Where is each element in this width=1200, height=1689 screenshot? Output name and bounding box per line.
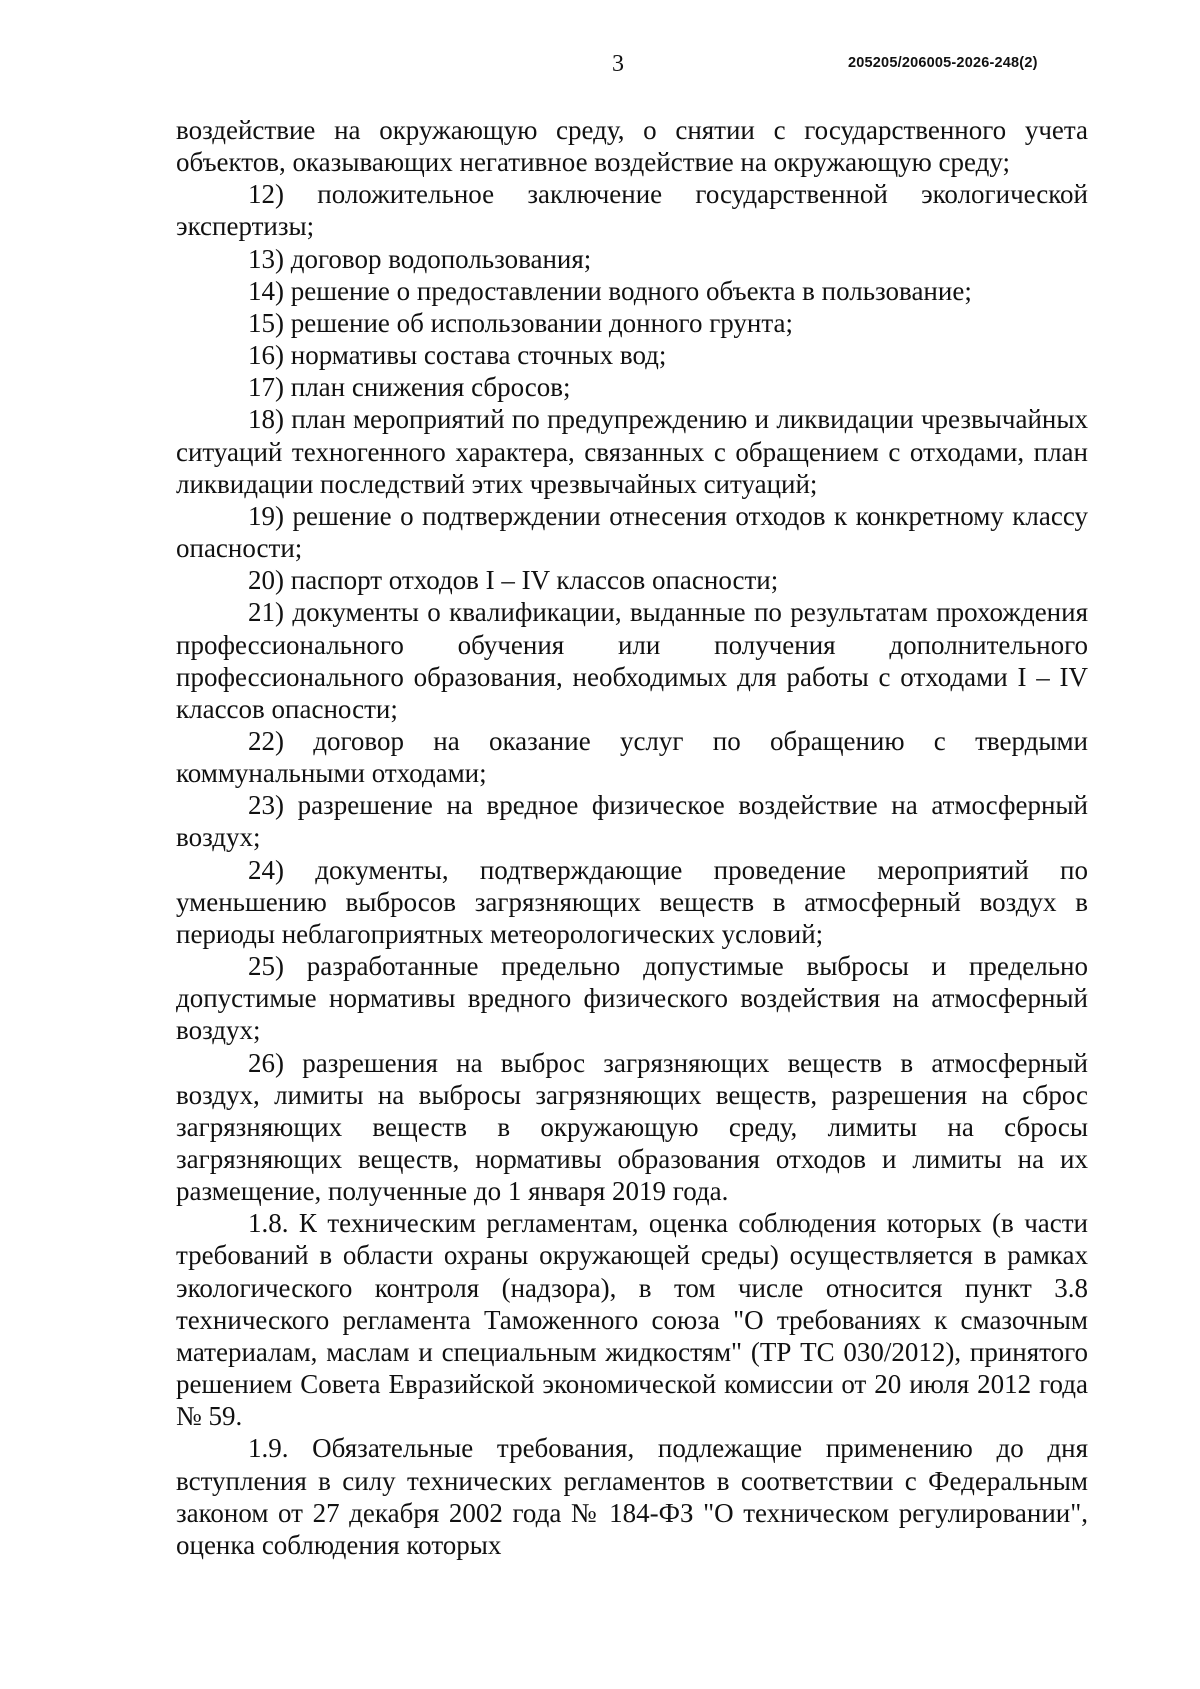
list-item-17: 17) план снижения сбросов; <box>248 372 571 403</box>
list-item-13: 13) договор водопользования; <box>248 243 592 274</box>
document-code: 205205/206005-2026-248(2) <box>848 55 1038 71</box>
paragraph-continuation: воздействие на окружающую среду, о снятии с государственного учета объектов, оказывающих негативное воздействие на окружающую среду; <box>176 115 1088 178</box>
list-item-18: 18) план мероприятий по предупреждению и ликвидации чрезвычайных ситуаций техногенного характера, связанных с обращением с отходами, план ликвидации последствий этих чрезвычайных ситуаций; <box>176 404 1088 499</box>
list-item-20: 20) паспорт отходов I – IV классов опасности; <box>248 565 779 596</box>
list-item-21: 21) документы о квалификации, выданные по результатам прохождения профессионального обучения или получения дополнительного профессионального образования, необходимых для работы с отходами I – IV классов опасности; <box>176 597 1088 724</box>
section-1-9: 1.9. Обязательные требования, подлежащие применению до дня вступления в силу технических регламентов в соответствии с Федеральным законом от 27 декабря 2002 года № 184-ФЗ "О техническом регулировании", оценка соблюдения которых <box>176 1433 1088 1560</box>
list-item-25: 25) разработанные предельно допустимые выбросы и предельно допустимые нормативы вредного физического воздействия на атмосферный воздух; <box>176 951 1088 1046</box>
list-item-26: 26) разрешения на выброс загрязняющих веществ в атмосферный воздух, лимиты на выбросы загрязняющих веществ, разрешения на сброс загрязняющих веществ в окружающую среду, лимиты на сбросы загрязняющих веществ, нормативы образования отходов и лимиты на их размещение, полученные до 1 января 2019 года. <box>176 1047 1088 1207</box>
document-body <box>176 114 1088 1561</box>
list-item-23: 23) разрешение на вредное физическое воздействие на атмосферный воздух; <box>176 790 1088 853</box>
list-item-14: 14) решение о предоставлении водного объекта в пользование; <box>248 275 972 306</box>
section-1-8: 1.8. К техническим регламентам, оценка соблюдения которых (в части требований в области охраны окружающей среды) осуществляется в рамках экологического контроля (надзора), в том числе относится пункт 3.8 технического регламента Таможенного союза "О требованиях к смазочным материалам, маслам и специальным жидкостям" (ТР ТС 030/2012), принятого решением Совета Евразийской экономической комиссии от 20 июля 2012 года № 59. <box>176 1208 1088 1432</box>
page-number: 3 <box>612 51 624 77</box>
list-item-22: 22) договор на оказание услуг по обращению с твердыми коммунальными отходами; <box>176 725 1088 789</box>
list-item-16: 16) нормативы состава сточных вод; <box>248 340 667 371</box>
list-item-15: 15) решение об использовании донного грунта; <box>248 307 793 338</box>
list-item-19: 19) решение о подтверждении отнесения отходов к конкретному классу опасности; <box>176 500 1088 564</box>
list-item-12: 12) положительное заключение государственной экологической экспертизы; <box>176 179 1088 242</box>
list-item-24: 24) документы, подтверждающие проведение мероприятий по уменьшению выбросов загрязняющих веществ в атмосферный воздух в периоды неблагоприятных метеорологических условий; <box>176 854 1088 949</box>
